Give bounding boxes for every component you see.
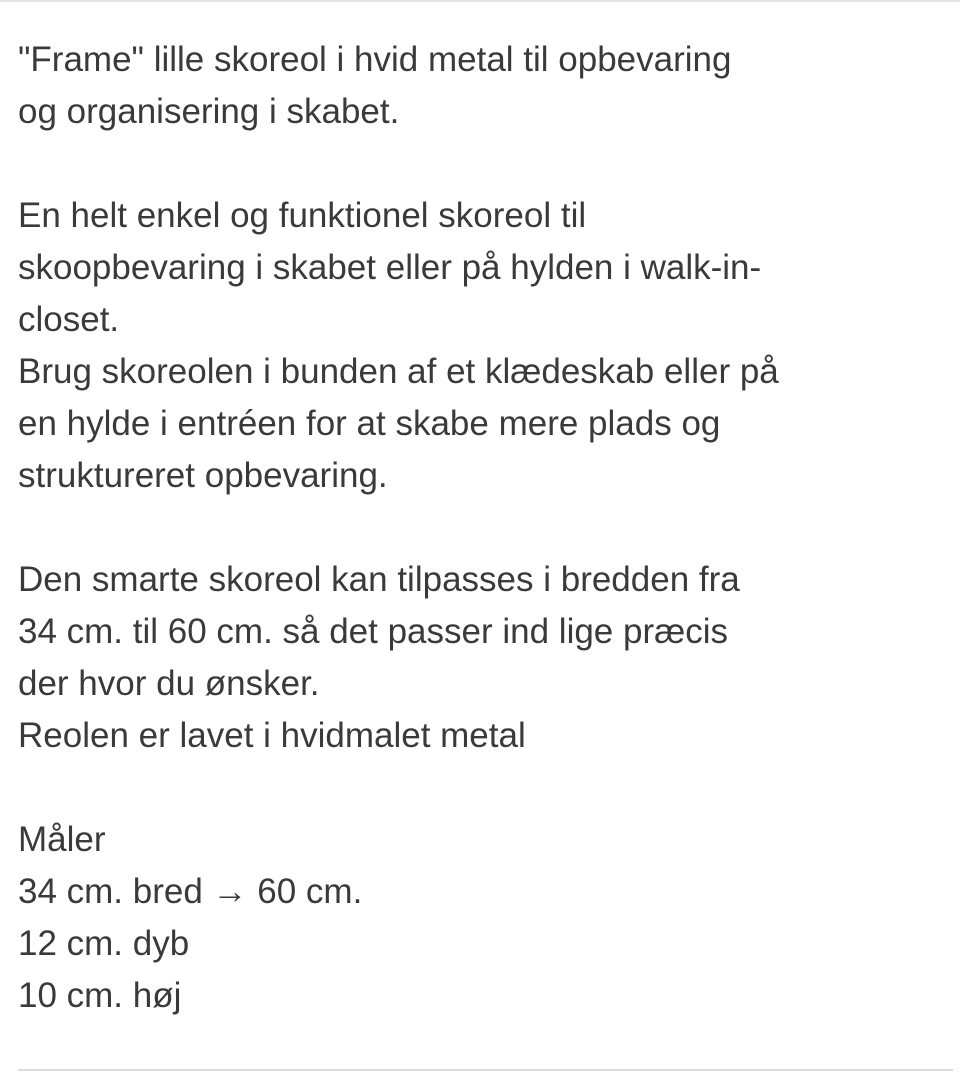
description-line: En helt enkel og funktionel skoreol til [18, 196, 587, 235]
description-line: Reolen er lavet i hvidmalet metal [18, 716, 526, 755]
paragraph-spacer [18, 762, 953, 814]
description-line: Den smarte skoreol kan tilpasses i bredden fra [18, 560, 740, 599]
description-line: 34 cm. til 60 cm. så det passer ind lige præcis [18, 612, 729, 651]
measurement-width: 34 cm. bred → 60 cm. [18, 872, 363, 911]
measurement-depth: 12 cm. dyb [18, 924, 190, 963]
paragraph-spacer [18, 502, 953, 554]
bottom-divider [18, 1069, 953, 1071]
measurements-heading: Måler [18, 820, 106, 859]
description-line: og organisering i skabet. [18, 92, 400, 131]
paragraph-spacer [18, 138, 953, 190]
product-description [18, 34, 953, 1022]
description-line: closet. [18, 300, 120, 339]
description-line: skoopbevaring i skabet eller på hylden i walk-in- [18, 248, 762, 287]
description-line: en hylde i entréen for at skabe mere plads og [18, 404, 721, 443]
measurement-height: 10 cm. høj [18, 976, 182, 1015]
description-line: struktureret opbevaring. [18, 456, 388, 495]
description-line: der hvor du ønsker. [18, 664, 320, 703]
description-line: Brug skoreolen i bunden af et klædeskab eller på [18, 352, 779, 391]
description-line: "Frame" lille skoreol i hvid metal til opbevaring [18, 40, 732, 79]
top-divider [0, 0, 960, 2]
